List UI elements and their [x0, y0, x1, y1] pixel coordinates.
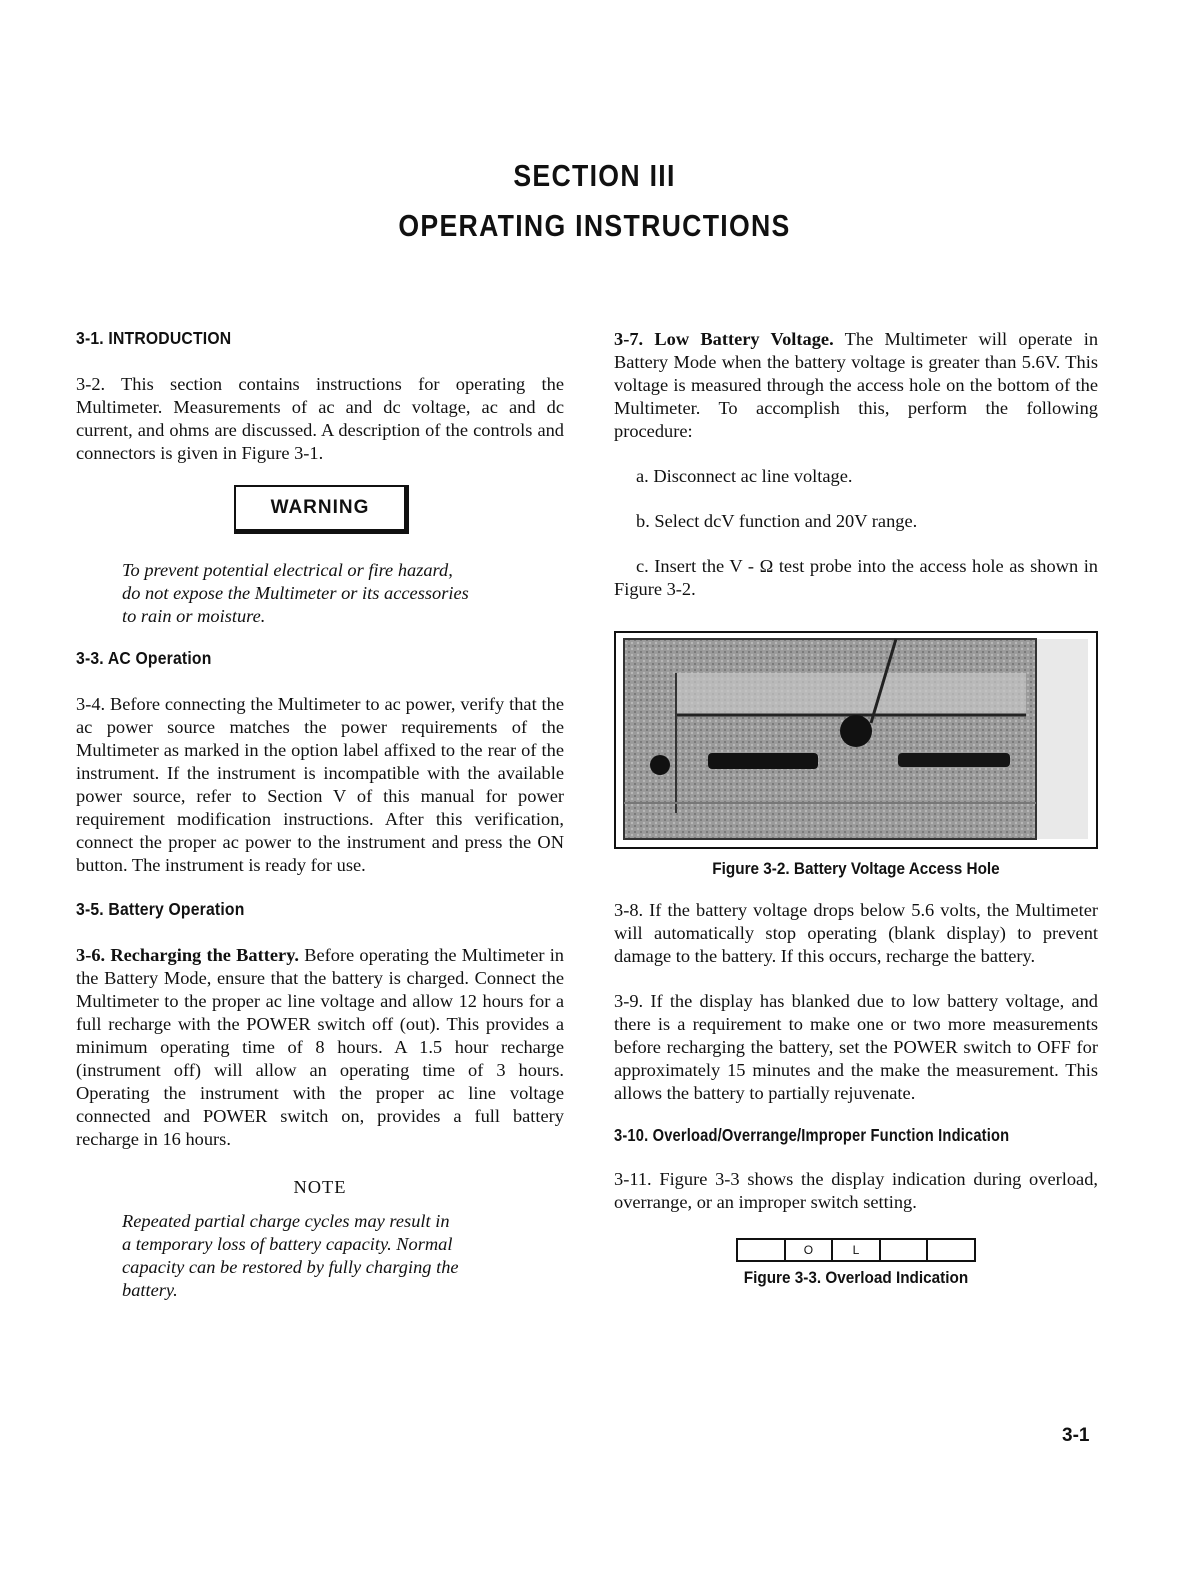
warning-box-container	[76, 485, 564, 543]
paragraph-3-2: 3-2. This section contains instructions for operating the Multimeter. Measurements of ac and dc voltage, ac and dc current, and ohms are discussed. A description of the controls and connectors is given in Figure 3-1.	[76, 374, 564, 463]
multimeter-bottom-illustration	[616, 633, 1096, 847]
paragraph-3-9: 3-9. If the display has blanked due to low battery voltage, and there is a requirement to make one or two more measurements before recharging the battery, set the POWER switch to OFF for approximately 15 minutes and the make the measurement. This allows the battery to partially rejuvenate.	[614, 991, 1098, 1103]
battery-access-photo	[614, 631, 1098, 849]
paragraph-3-7-lead: 3-7. Low Battery Voltage.	[614, 329, 834, 349]
left-column	[76, 328, 564, 1302]
display-digit: L	[833, 1240, 881, 1260]
ac-operation-heading: 3-3. AC Operation	[76, 648, 212, 668]
introduction-heading: 3-1. INTRODUCTION	[76, 328, 232, 348]
display-digit	[881, 1240, 929, 1260]
display-digit	[738, 1240, 786, 1260]
note-line: battery.	[122, 1280, 178, 1300]
note-line: capacity can be restored by fully charging the	[122, 1257, 459, 1277]
paragraph-3-4: 3-4. Before connecting the Multimeter to ac power, verify that the ac power source matches the power requirements of the Multimeter as marked in the option label affixed to the rear of the instrument. If the instrument is incompatible with the available power source, refer to Section V of this manual for power requirement modification instructions. After this verification, connect the proper ac power to the instrument and press the ON button. The instrument is ready for use.	[76, 694, 564, 875]
display-digit	[928, 1240, 974, 1260]
note-label: NOTE	[293, 1177, 347, 1197]
paragraph-3-7	[614, 328, 1098, 443]
paragraph-3-6-body: Before operating the Multimeter in the Battery Mode, ensure that the battery is charged. Connect the Multimeter to the proper ac line voltage and allow 12 hours for a full recharge with the POWER switch off (out). This provides a minimum operating time of 8 hours. A 1.5 hour recharge (instrument off) will allow an operating time of 3 hours. Operating the instrument with the proper ac line voltage connected and POWER switch on, provides a full battery recharge in 16 hours.	[76, 945, 564, 1149]
step-a: a. Disconnect ac line voltage.	[636, 466, 853, 486]
figure-3-2-caption: Figure 3-2. Battery Voltage Access Hole	[712, 859, 1000, 878]
warning-label: WARNING	[234, 485, 409, 534]
section-number: SECTION III	[513, 158, 676, 193]
warning-line: to rain or moisture.	[122, 606, 266, 626]
right-column	[614, 328, 1098, 1288]
display-digit: O	[786, 1240, 834, 1260]
overload-display	[736, 1238, 976, 1262]
page-title: OPERATING INSTRUCTIONS	[398, 208, 791, 243]
paragraph-3-6	[76, 944, 564, 1151]
note-line: a temporary loss of battery capacity. Normal	[122, 1234, 453, 1254]
warning-line: To prevent potential electrical or fire hazard,	[122, 560, 453, 580]
paragraph-3-7-body: The Multimeter will operate in Battery Mode when the battery voltage is greater than 5.6V. This voltage is measured through the access hole on the bottom of the Multimeter. To accomplish this, perform the following procedure:	[614, 329, 1099, 441]
overload-heading: 3-10. Overload/Overrange/Improper Function Indication	[614, 1125, 1010, 1145]
warning-text	[76, 559, 564, 628]
paragraph-3-6-lead: 3-6. Recharging the Battery.	[76, 945, 299, 965]
warning-line: do not expose the Multimeter or its accessories	[122, 583, 469, 603]
battery-operation-heading: 3-5. Battery Operation	[76, 899, 245, 919]
step-b: b. Select dcV function and 20V range.	[636, 511, 918, 531]
note-line: Repeated partial charge cycles may result in	[122, 1211, 450, 1231]
figure-3-3-caption: Figure 3-3. Overload Indication	[743, 1268, 969, 1287]
page-number: 3-1	[1062, 1425, 1090, 1446]
note-text	[76, 1210, 564, 1302]
paragraph-3-11: 3-11. Figure 3-3 shows the display indication during overload, overrange, or an improper switch setting.	[614, 1169, 1098, 1212]
paragraph-3-8: 3-8. If the battery voltage drops below 5.6 volts, the Multimeter will automatically stop operating (blank display) to prevent damage to the battery. If this occurs, recharge the battery.	[614, 900, 1098, 966]
step-c: c. Insert the V - Ω test probe into the access hole as shown in Figure 3-2.	[614, 556, 1098, 599]
